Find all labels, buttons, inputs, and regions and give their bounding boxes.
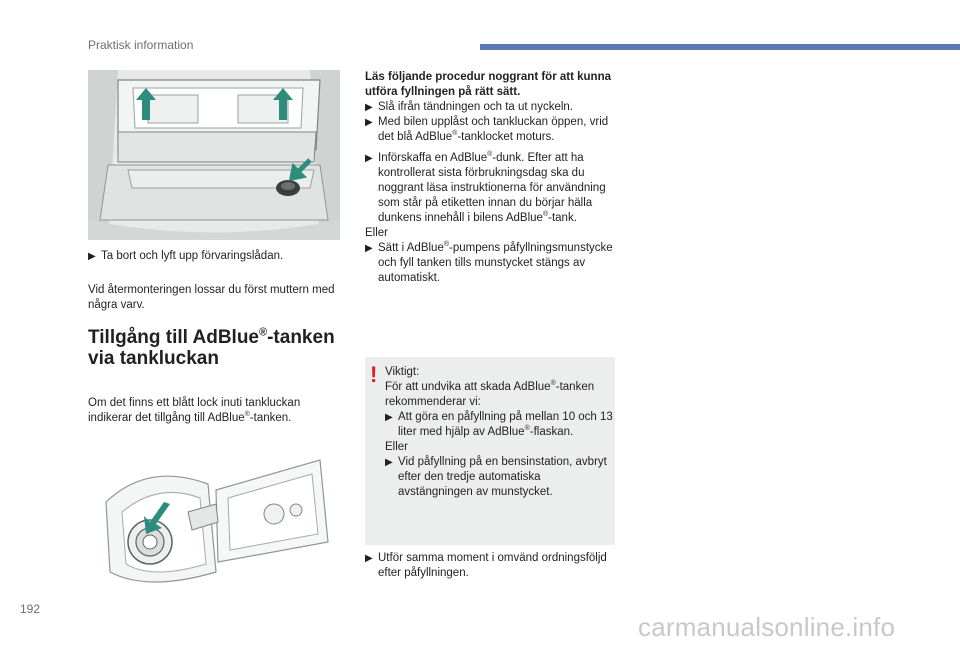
arrow-bullet-icon: ▶ (365, 553, 373, 564)
procedure-step: ▶ Sätt i AdBlue®-pumpens påfyllningsmunstycke och fyll tanken tills munstycket stängs av automatiskt. (365, 241, 613, 284)
warning-title: Viktigt: (385, 366, 420, 378)
trunk-storage-drawing (88, 70, 340, 240)
arrow-bullet-icon: ▶ (88, 251, 96, 262)
procedure-step: ▶ Införskaffa en AdBlue®-dunk. Efter att ha kontrollerat sista förbrukningsdag ska du noggrant läsa instruktionerna för användning som står på etiketten innan du börjar hälla dunkens innehåll i bilens AdBlue®-tank. (365, 151, 606, 224)
step-remove-storage-box: ▶ Ta bort och lyft upp förvaringslådan. (88, 250, 284, 262)
arrow-bullet-icon: ▶ (365, 153, 373, 164)
warning-item: ▶ Vid påfyllning på en bensinstation, avbryt efter den tredje automatiska avstängningen av munstycket. (385, 456, 607, 498)
arrow-bullet-icon: ▶ (385, 457, 393, 468)
arrow-bullet-icon: ▶ (365, 102, 373, 113)
procedure-intro: Läs följande procedur noggrant för att kunna utföra fyllningen på rätt sätt. (365, 71, 611, 98)
procedure-step: ▶ Slå ifrån tändningen och ta ut nyckeln. (365, 101, 573, 113)
watermark: carmanualsonline.info (638, 612, 896, 642)
arrow-bullet-icon: ▶ (365, 117, 373, 128)
trunk-storage-illustration (88, 70, 340, 240)
page-number: 192 (20, 602, 41, 616)
reinstall-note: Vid återmonteringen lossar du först muttern med några varv. (88, 284, 335, 311)
warning-icon: ! (370, 362, 378, 387)
warning-intro: För att undvika att skada AdBlue®-tanken rekommenderar vi: (385, 380, 595, 408)
warning-text (385, 365, 613, 500)
procedure-column (365, 70, 615, 286)
arrow-bullet-icon: ▶ (365, 243, 373, 254)
section-heading: Tillgång till AdBlue®-tanken via tankluckan (88, 326, 335, 369)
procedure-step: ▶ Med bilen upplåst och tankluckan öppen, vrid det blå AdBlue®-tanklocket moturs. (365, 116, 609, 143)
fuel-flap-illustration (88, 442, 340, 590)
blue-cap-info: Om det finns ett blått lock inuti tankluckan indikerar det tillgång till AdBlue®-tanken. (88, 397, 301, 424)
warning-or: Eller (385, 441, 409, 453)
header-accent-bar (480, 44, 960, 50)
final-step: ▶ Utför samma moment i omvänd ordningsföljd efter påfyllningen. (365, 552, 607, 579)
arrow-bullet-icon: ▶ (385, 412, 393, 423)
or-separator: Eller (365, 227, 389, 239)
fuel-flap-drawing (88, 442, 340, 590)
warning-item: ▶ Att göra en påfyllning på mellan 10 och 13 liter med hjälp av AdBlue®-flaskan. (385, 411, 613, 438)
running-header: Praktisk information (88, 38, 194, 52)
